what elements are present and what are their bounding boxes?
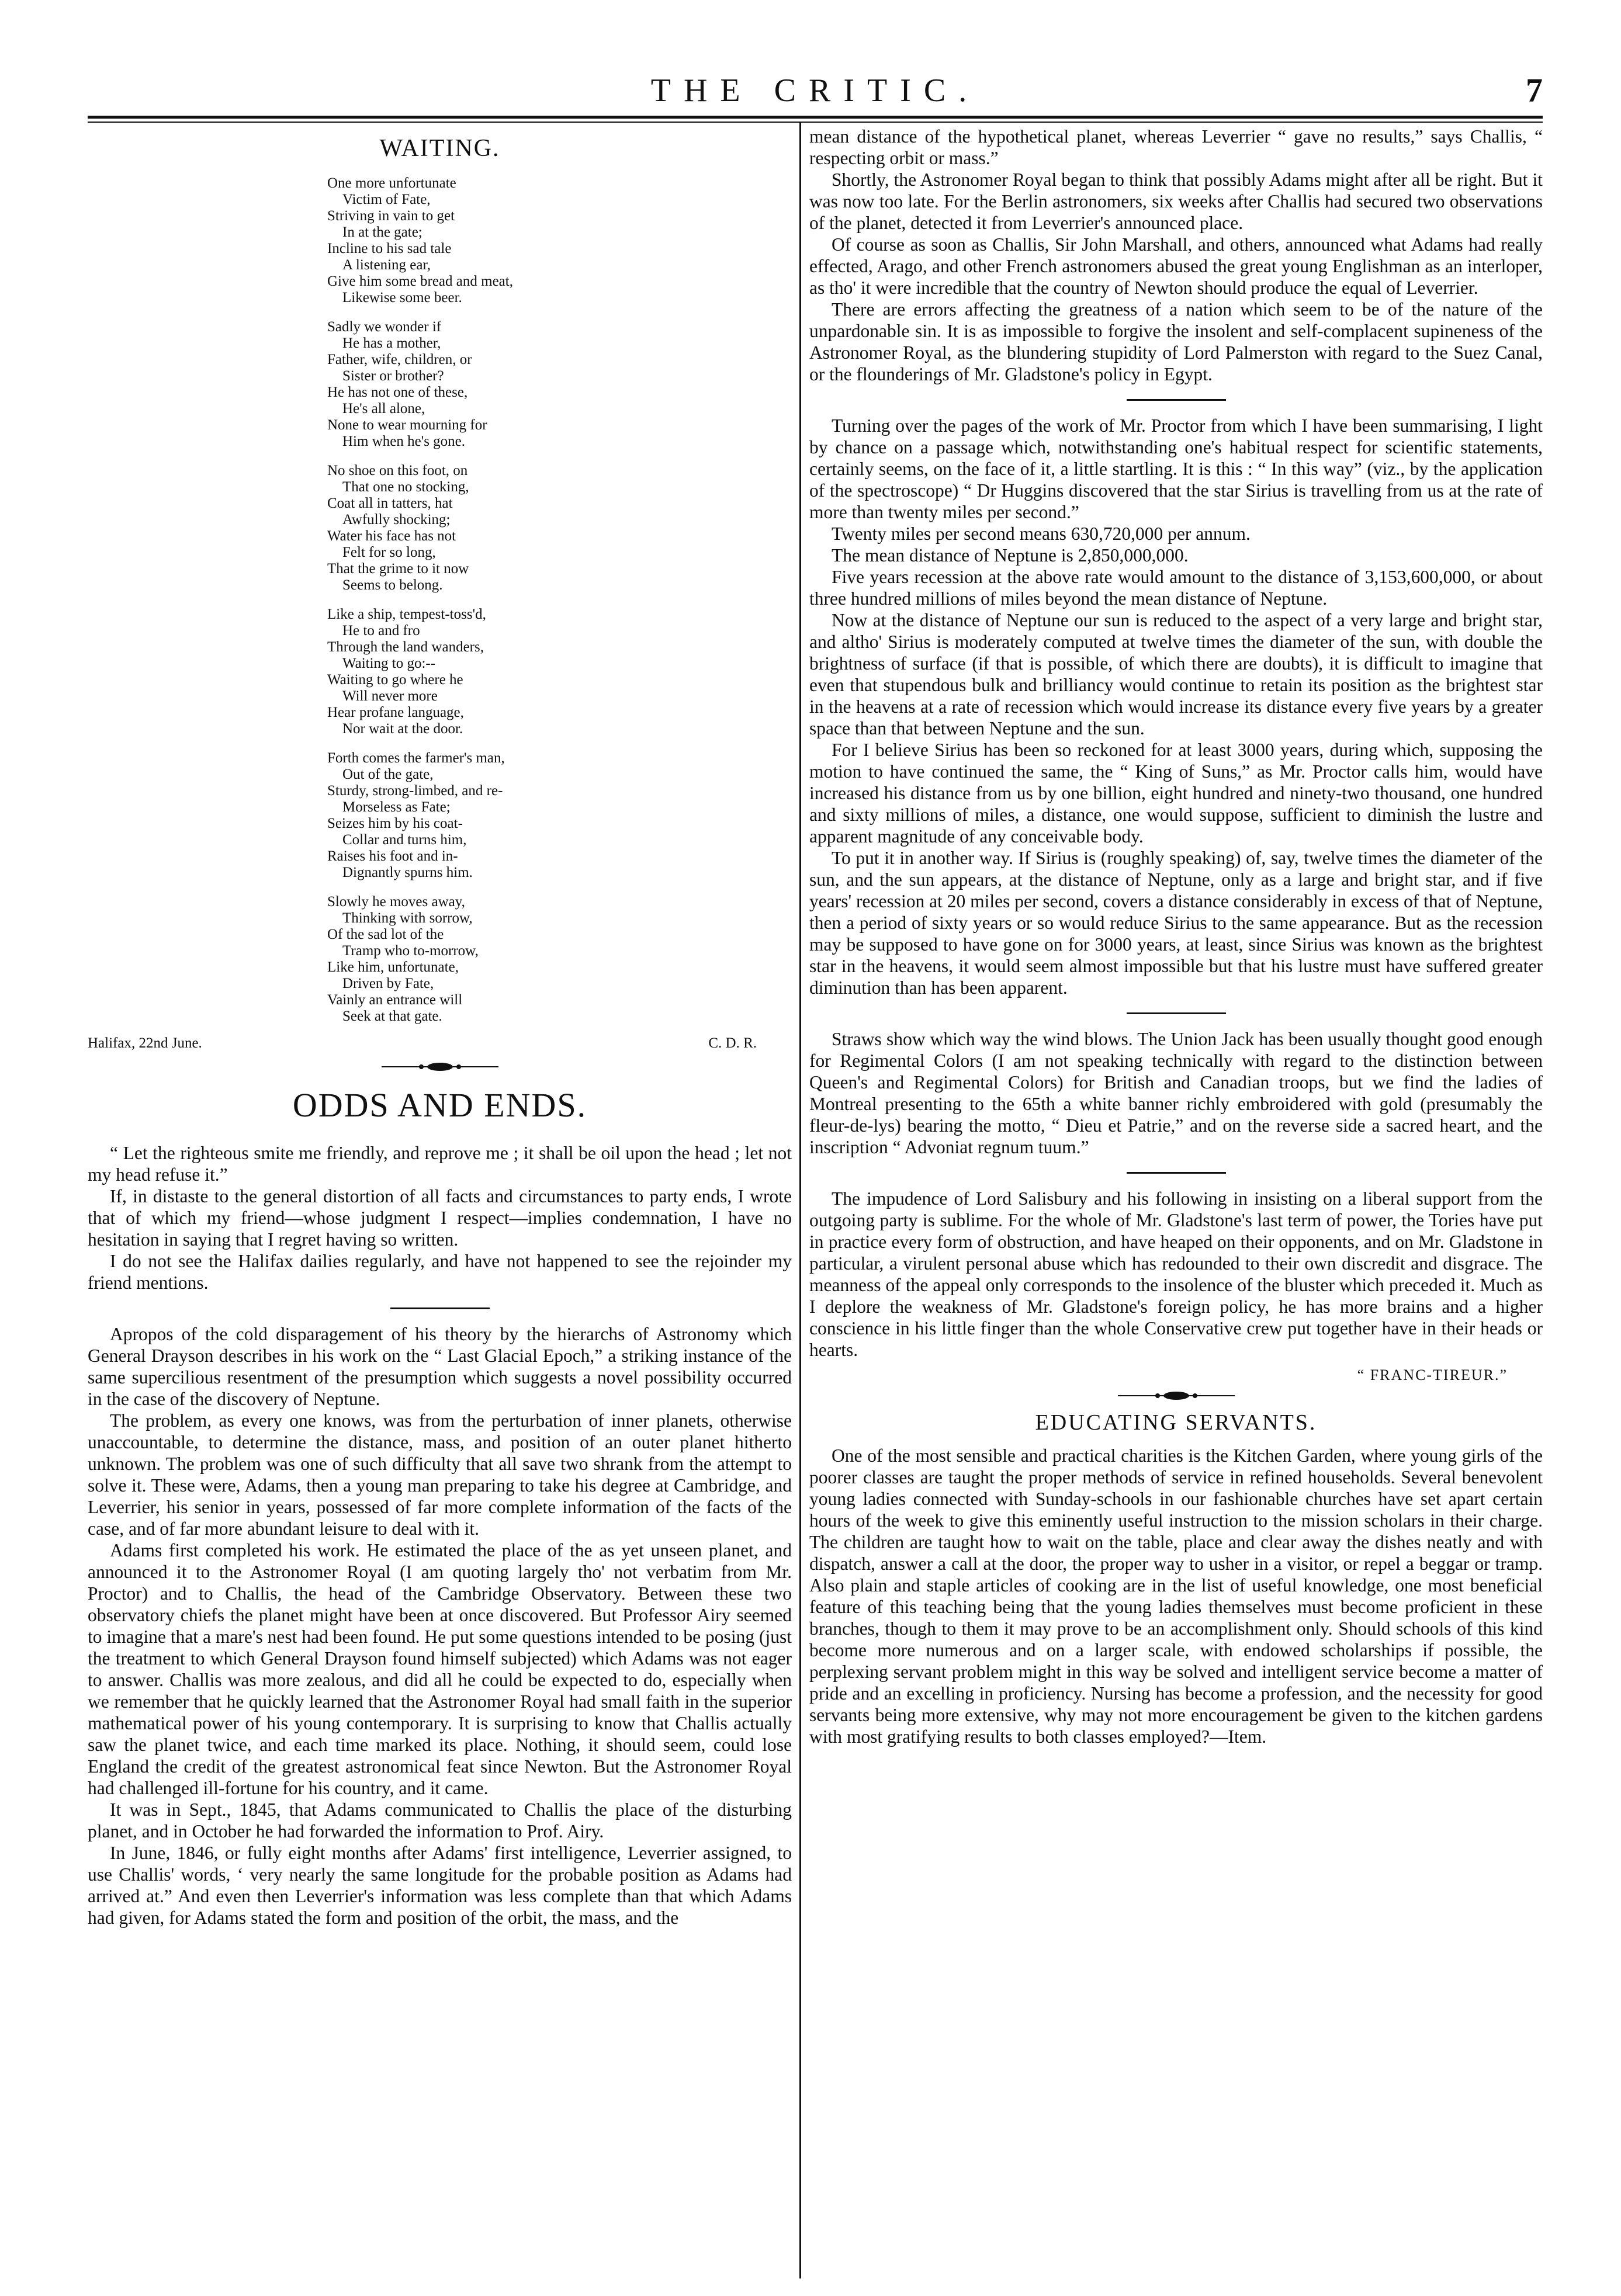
poem-line: Tramp who to-morrow, [342, 943, 479, 959]
poem-line: Raises his foot and in- [327, 848, 458, 864]
poem-line: Out of the gate, [342, 767, 434, 782]
poem-line: He's all alone, [342, 401, 425, 417]
paragraph: mean distance of the hypothetical planet, whereas Leverrier “ gave no results,” says Challis, “ respecting orbit or mass.” [809, 126, 1543, 168]
right-column [809, 126, 1543, 2267]
poem-line: Him when he's gone. [342, 433, 466, 449]
educating-servants-text: One of the most sensible and practical charities is the Kitchen Garden, where young girls of the poorer classes are taught the proper methods of service in refined households. Several benevolent young ladies connected with Sunday-schools in our fashionable churches have set apart certain hours of the week to give this eminently useful instruction to the mission scholars in their charge. The children are taught how to wait on the table, place and clear away the dishes neatly and with dispatch, answer a call at the door, the proper way to usher in a visitor, or repel a beggar or tramp. Also plain and staple articles of cooking are in the list of useful knowledge, one most beneficial feature of this teaching being that the young ladies themselves must become proficient in these branches, though to them it may prove to be an accomplishment only. Should schools of this kind become more numerous and on a larger scale, with endowed scholarships if possible, the perplexing servant problem might in this way be solved and intelligent service become a matter of pride and an excelling in proficiency. Nursing has become a profession, and the necessity for good servants being more extensive, why may not more encouragement be given to the kitchen gardens with most gratifying results to both classes employed?—Item. [809, 1445, 1543, 1747]
poem-line: Sister or brother? [342, 368, 444, 384]
poem-line: Likewise some beer. [342, 290, 462, 306]
paragraph: To put it in another way. If Sirius is (roughly speaking) of, say, twelve times the diameter of the sun, and the sun appears, at the distance of Neptune, only as a large and bright star, and if five years' recession at 20 miles per second, covers a distance considerably in excess of that of Neptune, then a period of sixty years or so would reduce Sirius to the same appearance. But as the recession may be supposed to have gone on for 3000 years, at least, since Sirius was known as the brightest star in the heavens, it would seem almost impossible but that his lustre must have suffered greater diminution than has been apparent. [809, 848, 1543, 998]
column-divider [799, 123, 801, 2278]
paragraph: For I believe Sirius has been so reckoned for at least 3000 years, during which, supposing the motion to have continued the same, the “ King of Suns,” as Mr. Proctor calls him, would have increased his distance from us by one billion, eight hundred and ninety-two thousand, one hundred and sixty millions of miles, a distance, one would suppose, sufficient to diminish the lustre and apparent magnitude of any conceivable body. [809, 740, 1543, 847]
paragraph: Now at the distance of Neptune our sun is reduced to the aspect of a very large and bright star, and altho' Sirius is moderately computed at twelve times the diameter of the sun, with double the brightness of surface (if that is possible, of which there are doubts), it is difficult to imagine that even that stupendous bulk and brilliancy would continue to retain its position as the brightest star in the heavens at a rate of recession which would increase its distance every five years by a greater space than that between Neptune and the sun. [809, 610, 1543, 738]
neptune-discovery-text [88, 1323, 792, 1929]
poem-line: He has not one of these, [327, 384, 468, 400]
odds-intro-text [88, 1142, 792, 1293]
poem-line: Through the land wanders, [327, 639, 484, 655]
poem-line: Coat all in tatters, hat [327, 495, 453, 511]
salisbury-text [809, 1188, 1543, 1361]
poem-line: Dignantly spurns him. [342, 865, 473, 880]
section-rule [390, 1307, 490, 1309]
paragraph: Shortly, the Astronomer Royal began to think that possibly Adams might after all be right. But it was now too late. For the Berlin astronomers, six weeks after Challis had secured two observations of the planet, detected it from Leverrier's announced place. [809, 169, 1543, 233]
poem-line: Seems to belong. [342, 577, 443, 593]
poem-line: No shoe on this foot, on [327, 463, 468, 478]
odds-and-ends-title: ODDS AND ENDS. [292, 1086, 587, 1124]
paragraph: If, in distaste to the general distortion of all facts and circumstances to party ends, I wrote that of which my friend—whose judgment I respect—implies condemnation, I have no hesitation in saying that I regret having so written. [88, 1186, 792, 1250]
paragraph: Five years recession at the above rate would amount to the distance of 3,153,600,000, or about three hundred millions of miles beyond the mean distance of Neptune. [809, 567, 1543, 609]
poem-line: Morseless as Fate; [342, 799, 451, 815]
paragraph: It was in Sept., 1845, that Adams communicated to Challis the place of the disturbing planet, and in October he had forwarded the information to Prof. Airy. [88, 1799, 792, 1841]
franc-tireur-signature: “ FRANC-TIREUR.” [1357, 1366, 1508, 1383]
ornament-divider [1118, 1390, 1235, 1402]
poem-stanza [327, 319, 631, 450]
poem-place-date: Halifax, 22nd June. [88, 1035, 202, 1051]
section-rule [1127, 1172, 1226, 1174]
ornament-divider [382, 1061, 498, 1073]
paragraph: The mean distance of Neptune is 2,850,000,000. [832, 545, 1189, 566]
poem-line: Awfully shocking; [342, 512, 451, 528]
poem-line: Nor wait at the door. [342, 721, 463, 737]
poem-line: Collar and turns him, [342, 832, 467, 848]
poem-line: Waiting to go:-- [342, 655, 436, 671]
paragraph: Adams first completed his work. He estimated the place of the as yet unseen planet, and announced it to the Astronomer Royal (I am quoting largely tho' not verbatim from Mr. Proctor) and to Challis, the head of the Cambridge Observatory. Between these two observatory chiefs the planet might have been at once discovered. But Professor Airy seemed to imagine that a mare's nest had been found. He put some questions intended to be posing (just the treatment to which General Drayson found himself subjected) which Adams was not eager to answer. Challis was more zealous, and did all he could be expected to do, especially when we remember that he quickly learned that the Astronomer Royal had small faith in the superior mathematical power of his young contemporary. It is surprising to know that Challis actually saw the planet twice, and each time marked its place. Nothing, it should seem, could lose England the credit of the greatest astronomical feat since Newton. But the Astronomer Royal had challenged ill-fortune for his country, and it came. [88, 1540, 792, 1798]
poem-line: Driven by Fate, [342, 976, 434, 991]
paragraph: There are errors affecting the greatness of a nation which seem to be of the nature of the unpardonable sin. It is as impossible to forgive the insolent and self-complacent supineness of the Astronomer Royal, as the blundering stupidity of Lord Palmerston with regard to the Suez Canal, or the flounderings of Mr. Gladstone's policy in Egypt. [809, 299, 1543, 384]
poem-line: Hear profane language, [327, 705, 464, 720]
poem-line: Will never more [342, 688, 438, 704]
poem-line: Water his face has not [327, 528, 456, 544]
poem-signature [88, 1035, 792, 1055]
paragraph: In June, 1846, or fully eight months after Adams' first intelligence, Leverrier assigned, to use Challis' words, ‘ very nearly the same longitude for the probable position as Adams had arrived at.” And even then Leverrier's information was less complete than that which Adams had given, for Adams stated the form and position of the orbit, the mass, and the [88, 1843, 792, 1928]
paragraph: Turning over the pages of the work of Mr. Proctor from which I have been summarising, I light by chance on a passage which, notwithstanding one's habitual respect for scientific statements, certainly seems, on the face of it, a little startling. It is this : “ In this way” (viz., by the application of the spectroscope) “ Dr Huggins discovered that the star Sirius is travelling from us at the rate of more than twenty miles per second.” [809, 415, 1543, 522]
poem-waiting [327, 175, 631, 1025]
left-column [88, 134, 792, 2267]
poem-line: One more unfortunate [327, 175, 456, 191]
poem-title: WAITING. [379, 135, 500, 162]
paragraph: Twenty miles per second means 630,720,000 per annum. [832, 523, 1251, 544]
section-rule [1127, 399, 1226, 401]
header-rule-thin [88, 122, 1543, 123]
poem-line: Sadly we wonder if [327, 319, 442, 335]
poem-stanza [327, 606, 631, 737]
poem-line: That the grime to it now [327, 561, 469, 577]
paragraph: “ Let the righteous smite me friendly, and reprove me ; it shall be oil upon the head ; let not my head refuse it.” [88, 1143, 792, 1185]
poem-line: Like a ship, tempest-toss'd, [327, 606, 486, 622]
poem-line: Sturdy, strong-limbed, and re- [327, 783, 503, 799]
poem-line: Victim of Fate, [342, 192, 431, 207]
paragraph: Straws show which way the wind blows. The Union Jack has been usually thought good enough for Regimental Colors (I am not speaking technically with regard to the distinction between Queen's and Regimental Colors) for British and Canadian troops, but we find the ladies of Montreal presenting to the 65th a white banner richly embroidered with gold (presumably the fleur-de-lys) bearing the motto, “ Dieu et Patrie,” and on the reverse side a sacred heart, and the inscription “ Advoniat regnum tuum.” [809, 1029, 1543, 1157]
poem-line: Striving in vain to get [327, 208, 455, 224]
poem-line: Seizes him by his coat- [327, 816, 463, 831]
poem-line: Seek at that gate. [342, 1008, 442, 1024]
paragraph: The problem, as every one knows, was from the perturbation of inner planets, otherwise unaccountable, to determine the distance, mass, and position of an outer planet hitherto unknown. The problem was one of such difficulty that all save two shrank from the attempt to solve it. These were, Adams, then a young man preparing to take his degree at Cambridge, and Leverrier, his senior in years, possessed of far more complete information of the facts of the case, and of far more abundant leisure to deal with it. [88, 1410, 792, 1539]
poem-line: A listening ear, [342, 257, 431, 273]
poem-line: Felt for so long, [342, 544, 436, 560]
neptune-discovery-continued [809, 126, 1543, 385]
paragraph: Of course as soon as Challis, Sir John Marshall, and others, announced what Adams had really effected, Arago, and other French astronomers abused the great young Englishman as an interloper, as tho' it were incredible that the country of Newton should produce the equal of Leverrier. [809, 234, 1543, 298]
poem-line: Slowly he moves away, [327, 894, 465, 910]
poem-line: Father, wife, children, or [327, 352, 472, 367]
poem-stanza [327, 463, 631, 594]
poem-line: Give him some bread and meat, [327, 273, 513, 289]
poem-line: Incline to his sad tale [327, 241, 452, 256]
page-number: 7 [1526, 71, 1543, 109]
educating-servants-title: EDUCATING SERVANTS. [1035, 1410, 1317, 1435]
poem-line: That one no stocking, [342, 479, 469, 495]
paragraph: I do not see the Halifax dailies regularly, and have not happened to see the rejoinder my friend mentions. [88, 1251, 792, 1293]
paragraph: Apropos of the cold disparagement of his theory by the hierarchs of Astronomy which General Drayson describes in his work on the “ Last Glacial Epoch,” a striking instance of the same supercilious resentment of the presumption which suggests a novel possibility occurred in the case of the discovery of Neptune. [88, 1324, 792, 1409]
poem-line: Waiting to go where he [327, 672, 463, 688]
page-header [88, 67, 1543, 120]
poem-line: None to wear mourning for [327, 417, 487, 433]
poem-line: He has a mother, [342, 335, 441, 351]
poem-stanza [327, 894, 631, 1025]
poem-line: Of the sad lot of the [327, 927, 444, 942]
paragraph: The impudence of Lord Salisbury and his following in insisting on a liberal support from the outgoing party is sublime. For the whole of Mr. Gladstone's last term of power, the Tories have put in practice every form of obstruction, and have heaped on their opponents, and on Mr. Gladstone in particular, a virulent personal abuse which has redounded to their own discredit and disgrace. The meanness of the appeal only corresponds to the insolence of the bluster which preceded it. Much as I deplore the weakness of Mr. Gladstone's foreign policy, he has more brains and a higher conscience in his little finger than the whole Conservative crew put together have in their heads or hearts. [809, 1188, 1543, 1360]
poem-stanza [327, 750, 631, 881]
poem-line: Vainly an entrance will [327, 992, 463, 1008]
sirius-text [809, 415, 1543, 998]
poem-initials: C. D. R. [708, 1035, 757, 1051]
union-jack-text [809, 1028, 1543, 1158]
poem-line: He to and fro [342, 623, 420, 639]
header-rule-thick [88, 116, 1543, 119]
poem-stanza [327, 175, 631, 306]
poem-line: In at the gate; [342, 224, 422, 240]
masthead-title: THE CRITIC. [650, 72, 980, 109]
poem-line: Thinking with sorrow, [342, 910, 473, 926]
section-rule [1127, 1012, 1226, 1014]
poem-line: Forth comes the farmer's man, [327, 750, 505, 766]
poem-line: Like him, unfortunate, [327, 959, 459, 975]
